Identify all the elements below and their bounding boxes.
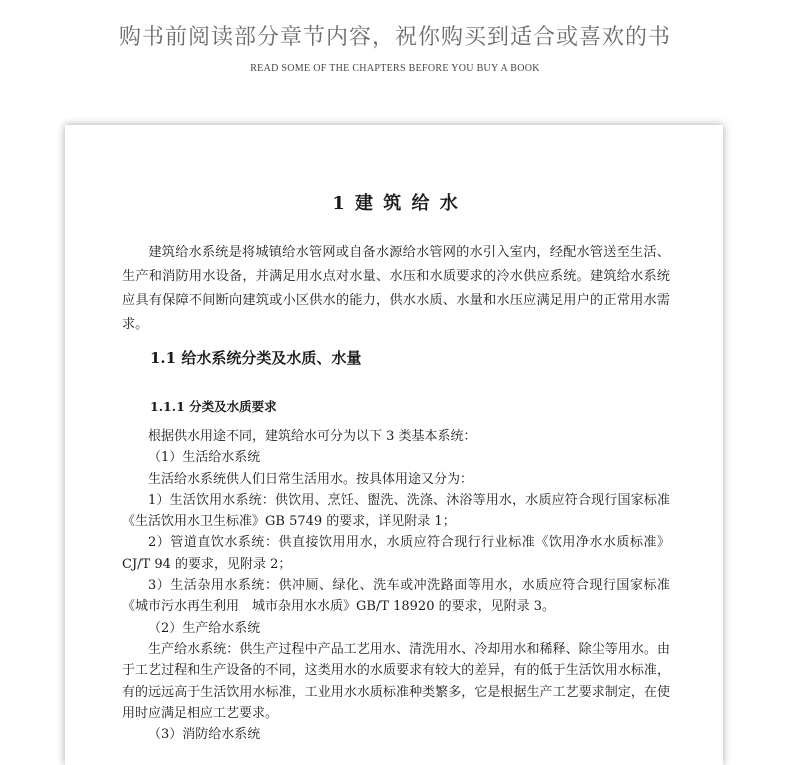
section-title: 1.1 给水系统分类及水质、水量 — [150, 349, 362, 367]
paragraph: 生产给水系统：供生产过程中产品工艺用水、清洗用水、冷却用水和稀释、除尘等用水。由于工艺过程和生产设备的不同，这类用水的水质要求有较大的差异，有的低于生活饮用水标准，有的远远高于生活饮用水标准，工业用水水质标准种类繁多，它是根据生产工艺要求制定，在使用时应满足相应工艺要求。 — [122, 641, 670, 721]
paragraph: 根据供水用途不同，建筑给水可分为以下 3 类基本系统： — [148, 429, 477, 444]
paragraph: 3）生活杂用水系统：供冲厕、绿化、洗车或冲洗路面等用水，水质应符合现行国家标准《城市污水再生利用 城市杂用水水质》GB/T 18920 的要求，见附录 3。 — [122, 578, 670, 615]
paragraph: 2）管道直饮水系统：供直接饮用用水，水质应符合现行行业标准《饮用净水水质标准》CJ/T 94 的要求，见附录 2； — [122, 535, 670, 572]
paragraph: 生活给水系统供人们日常生活用水。按具体用途又分为： — [148, 471, 474, 487]
subsection-title: 1.1.1 分类及水质要求 — [150, 399, 277, 414]
paragraph: （2）生产给水系统 — [148, 620, 261, 636]
banner-title: 购书前阅读部分章节内容，祝你购买到适合或喜欢的书 — [118, 25, 671, 50]
paragraph: （3）消防给水系统 — [148, 727, 261, 743]
banner-subtitle: READ SOME OF THE CHAPTERS BEFORE YOU BUY A BOOK — [250, 63, 540, 74]
intro-paragraph: 建筑给水系统是将城镇给水管网或自备水源给水管网的水引入室内，经配水管送至生活、生产和消防用水设备，并满足用水点对水量、水压和水质要求的冷水供应系统。建筑给水系统应具有保障不间断向建筑或小区供水的能力，供水水质、水量和水压应满足用户的正常用水需求。 — [122, 245, 670, 332]
body-text — [122, 426, 670, 745]
chapter-title: 1 建 筑 给 水 — [332, 193, 460, 214]
document-page — [65, 125, 723, 765]
paragraph: （1）生活给水系统 — [148, 450, 261, 466]
paragraph: 1）生活饮用水系统：供饮用、烹饪、盥洗、洗涤、沐浴等用水，水质应符合现行国家标准《生活饮用水卫生标准》GB 5749 的要求，详见附录 1； — [122, 492, 670, 530]
